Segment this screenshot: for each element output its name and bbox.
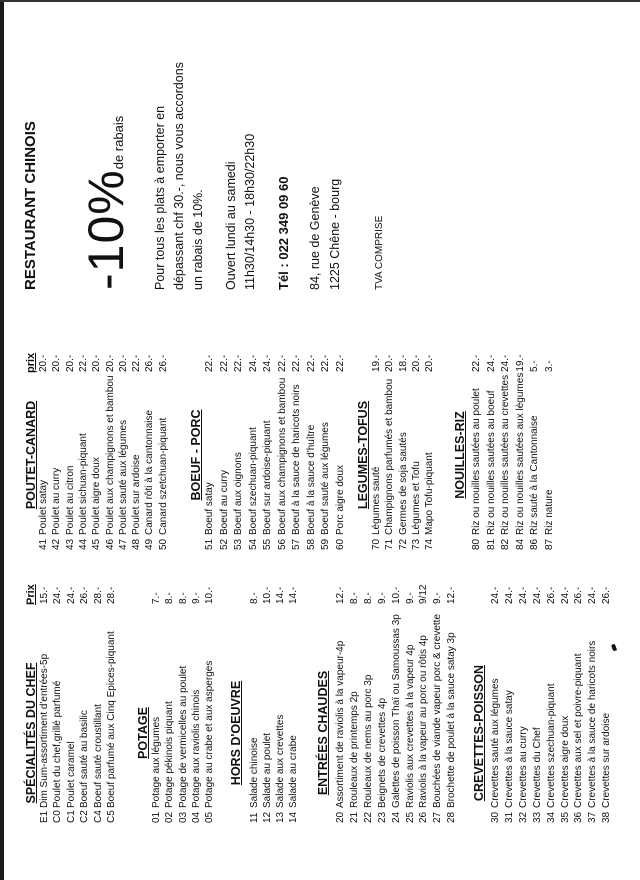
item-number: 42 <box>51 538 63 550</box>
menu-item <box>377 592 389 823</box>
item-name: Beignets de crevettes 4p <box>376 697 388 808</box>
item-number: 25 <box>404 811 416 823</box>
item-number: 37 <box>587 811 599 823</box>
item-number: 47 <box>117 538 129 550</box>
item-number: 53 <box>233 538 244 550</box>
item-name: Boeuf au curry <box>218 469 230 535</box>
menu-item <box>546 587 558 823</box>
vat-note: TVA COMPRISE <box>374 215 385 290</box>
menu-item <box>411 355 423 550</box>
menu-item <box>233 355 245 550</box>
item-number: C2 <box>79 810 91 823</box>
item-name: Bouchées de viande vapeur porc & crevette <box>432 613 444 808</box>
section-heading: CREVETTES-POISSON <box>472 664 486 802</box>
item-name: Poulet caramel <box>65 741 77 808</box>
item-number: 26 <box>418 811 430 823</box>
item-number: 86 <box>529 538 541 550</box>
item-price: 22.- <box>204 354 215 372</box>
item-price: 26.- <box>144 354 156 372</box>
menu-item <box>544 360 556 550</box>
menu-item <box>93 587 105 823</box>
item-number: 21 <box>348 811 360 823</box>
item-price: 20.- <box>117 354 129 372</box>
item-number: 74 <box>424 538 436 550</box>
item-price: 24.- <box>587 586 599 604</box>
menu-item <box>335 587 347 823</box>
item-name: Boeuf sauté croustillant <box>92 704 104 808</box>
item-price: 20.- <box>384 354 396 372</box>
item-name: Crevettes szechuan-piquant <box>545 683 557 808</box>
item-name: Champignons parfumés et bambou <box>384 378 396 535</box>
restaurant-title: RESTAURANT CHINOIS <box>22 121 39 290</box>
discount-suffix: de rabais <box>111 115 126 170</box>
menu-item <box>219 355 231 550</box>
item-number: 84 <box>514 538 526 550</box>
item-number: 24 <box>390 811 402 823</box>
item-price: 22.- <box>334 354 346 372</box>
item-name: Potage pékinois piquant <box>164 701 176 808</box>
item-number: 04 <box>190 811 202 823</box>
item-name: Crevettes du Chef <box>531 727 543 808</box>
address-line: 1225 Chêne - bourg <box>328 178 342 290</box>
item-name: Potage au crabe et aux asperges <box>204 660 216 808</box>
item-name: Dim Sum-assortiment d'entrées-5p <box>39 653 50 808</box>
item-name: Boeuf aux oignons <box>233 452 244 535</box>
item-price: 15.- <box>39 586 50 604</box>
menu-item <box>131 355 143 550</box>
promo-line: Pour tous les plats à emporter en <box>153 105 167 290</box>
item-name: Crevettes sur ardoise <box>601 712 613 808</box>
menu-item <box>384 355 396 550</box>
menu-item <box>490 587 502 823</box>
item-name: Poulet aigre doux <box>91 457 103 535</box>
item-name: Riz nature <box>544 489 555 535</box>
item-number: 12 <box>262 811 273 823</box>
promo-line: dépassant chf 30.-, nous vous accordons <box>172 62 186 290</box>
item-number: 81 <box>485 538 497 550</box>
item-price: 20.- <box>410 354 422 372</box>
item-price: 8.- <box>348 592 360 604</box>
section-heading: BOEUF - PORC <box>189 409 203 501</box>
address-line: 84, rue de Genève <box>308 186 322 290</box>
item-price: 24.- <box>52 586 64 604</box>
menu-item <box>518 587 530 823</box>
item-name: Légumes sauté <box>371 466 382 535</box>
item-number: 11 <box>249 812 260 823</box>
menu-item <box>306 355 318 550</box>
item-price: 22.- <box>291 354 302 372</box>
menu-item <box>391 587 403 823</box>
item-name: Crevettes aigre doux <box>559 715 571 808</box>
menu-item <box>262 587 274 823</box>
discount-banner <box>78 116 147 290</box>
item-price: 22.- <box>320 354 331 372</box>
item-number: 50 <box>157 538 169 550</box>
menu-item <box>601 587 613 823</box>
item-name: Boeuf à la sauce d'huître <box>305 424 317 535</box>
item-name: Crevettes au curry <box>517 726 529 808</box>
menu-item <box>66 587 78 823</box>
item-number: 59 <box>320 538 331 550</box>
item-price: 19.- <box>371 354 382 372</box>
item-name: Riz ou nouilles sautées aux lègumes <box>514 372 526 535</box>
menu-item <box>277 355 289 550</box>
item-number: 35 <box>559 811 571 823</box>
item-price: 20.- <box>64 354 76 372</box>
item-name: Salade aux crevettes <box>275 714 286 808</box>
item-price: 9.- <box>190 592 202 604</box>
menu-item <box>91 355 103 550</box>
item-number: 36 <box>573 811 585 823</box>
item-number: 71 <box>384 538 396 550</box>
item-name: Crevettes sauté aux légumes <box>490 678 501 808</box>
section-heading: POTAGE <box>136 707 150 759</box>
item-name: Boeuf szechuan-piquant <box>247 427 259 535</box>
item-name: Canard rôti à la cantonnaise <box>144 409 156 535</box>
item-number: 30 <box>490 811 501 823</box>
item-number: 31 <box>503 811 515 823</box>
promo-line: un rabais de 10%. <box>191 189 205 290</box>
item-name: Crevettes à la sauce satay <box>503 690 515 808</box>
item-name: Poulet sauté aux légumes <box>117 419 129 535</box>
menu-item <box>424 355 436 550</box>
item-number: E1 <box>39 810 50 823</box>
item-price: 20.- <box>104 354 116 372</box>
item-price: 19.- <box>514 354 526 372</box>
hours-line: Ouvert lundi au samedi <box>224 161 238 290</box>
item-name: Germes de soja sautés <box>397 432 409 535</box>
item-price: 20.- <box>38 354 49 372</box>
item-price: 3.- <box>544 360 555 372</box>
section-heading: NOUILLES-RIZ <box>453 411 467 499</box>
item-number: 52 <box>218 538 230 550</box>
item-number: 22 <box>362 811 374 823</box>
menu-item <box>515 354 527 550</box>
item-name: Riz sauté à la Cantonnaise <box>529 415 541 535</box>
item-number: 14 <box>288 811 299 823</box>
section-heading: HORS D'OEUVRE <box>229 680 243 786</box>
menu-item <box>79 587 91 823</box>
item-name: Poulet sichuan-piquant <box>77 433 89 535</box>
item-price: 22.- <box>471 354 482 372</box>
menu-item <box>432 592 444 823</box>
item-number: 72 <box>397 538 409 550</box>
item-price: 24.- <box>65 586 77 604</box>
menu-item <box>291 355 303 550</box>
item-name: Boeuf aux champignons et bambou <box>276 377 288 535</box>
item-price: 24.- <box>247 354 259 372</box>
item-price: 10.- <box>262 586 273 604</box>
menu-item <box>532 587 544 823</box>
menu-item <box>371 355 383 550</box>
item-name: Potage de vermicelles au poulet <box>177 665 189 808</box>
item-number: C0 <box>52 810 64 823</box>
item-number: C4 <box>92 810 104 823</box>
menu-item <box>471 355 483 550</box>
section-heading: POUTET-CANARD <box>24 400 38 510</box>
item-number: 45 <box>91 538 103 550</box>
item-number: 60 <box>334 538 346 550</box>
item-price: 26.- <box>601 586 613 604</box>
item-price: 26.- <box>545 586 557 604</box>
item-price: 24.- <box>559 586 571 604</box>
menu-item <box>560 587 572 823</box>
item-name: Rouleaux de printemps 2p <box>348 691 360 808</box>
item-name: Salade au poulet <box>262 732 273 808</box>
item-number: 38 <box>601 811 613 823</box>
menu-item <box>178 592 190 823</box>
item-name: Boeuf à la sauce de haricots noirs <box>291 384 302 535</box>
item-price: 22.- <box>233 354 244 372</box>
item-price: 20.- <box>91 354 103 372</box>
menu-item <box>418 585 430 823</box>
item-price: 9/12 <box>418 584 430 604</box>
item-number: 33 <box>531 811 543 823</box>
item-price: 14.- <box>275 586 286 604</box>
item-name: Salade au crabe <box>288 735 299 808</box>
menu-item <box>38 355 50 550</box>
item-price: 9.- <box>404 592 416 604</box>
price-header-col1: Prix <box>25 584 37 605</box>
item-number: 48 <box>131 538 143 550</box>
item-name: Assortiment de raviolis à la vapeur-4p <box>335 640 346 808</box>
item-number: 57 <box>291 538 302 550</box>
discount-percent: -10% <box>78 169 134 290</box>
menu-item <box>398 355 410 550</box>
item-name: Poulet du chef,grillé parfumé <box>52 680 64 808</box>
item-number: 55 <box>262 538 273 550</box>
item-number: 03 <box>177 811 189 823</box>
item-price: 8.- <box>362 592 374 604</box>
item-name: Riz ou nouilles sautées au boeuf <box>485 390 497 535</box>
item-name: Boeuf sur ardoise-piquant <box>262 420 273 535</box>
item-name: Salade chinoise <box>249 737 260 808</box>
item-name: Crevettes aux sel et poivre-piquant <box>573 653 585 808</box>
item-price: 18.- <box>397 354 409 372</box>
item-number: C5 <box>106 810 117 823</box>
item-price: 24.- <box>517 586 529 604</box>
item-name: Boeuf sauté au basilic <box>79 710 91 808</box>
price-header-col2: prix <box>25 352 37 373</box>
menu-item <box>191 592 203 823</box>
item-price: 10.- <box>204 586 216 604</box>
item-number: 56 <box>276 538 288 550</box>
item-price: 28.- <box>92 586 104 604</box>
item-number: 01 <box>151 811 162 823</box>
item-name: Poulet au citron <box>64 465 76 535</box>
item-price: 24.- <box>490 586 501 604</box>
item-name: Boeuf satay <box>204 482 215 535</box>
item-name: Raviolis à la vapeur au porc ou rôtis 4p <box>418 635 430 808</box>
menu-item <box>504 587 516 823</box>
item-name: Crevettes à la sauce de haricots noirs <box>587 640 599 808</box>
item-name: Boeuf parfumé aux Cinq Epices-piquant <box>106 631 117 808</box>
item-price: 9.- <box>376 592 388 604</box>
item-number: 51 <box>204 538 215 550</box>
item-price: 24.- <box>531 586 543 604</box>
menu-item <box>39 587 51 823</box>
item-price: 20.- <box>51 354 63 372</box>
item-number: 82 <box>500 538 512 550</box>
item-price: 12.- <box>335 586 346 604</box>
item-price: 10.- <box>390 586 402 604</box>
menu-item <box>52 587 64 823</box>
item-number: 80 <box>471 538 482 550</box>
menu-item <box>65 355 77 550</box>
item-price: 22.- <box>305 354 317 372</box>
item-price: 12.- <box>446 586 458 604</box>
item-number: 34 <box>545 811 557 823</box>
item-number: 28 <box>446 811 458 823</box>
item-number: C1 <box>65 810 77 823</box>
menu-item <box>51 355 63 550</box>
menu-item <box>249 592 261 823</box>
item-price: 8.- <box>177 592 189 604</box>
item-name: Rouleaux de nems au porc 3p <box>362 674 374 808</box>
item-name: Potage aux légumes <box>151 716 162 808</box>
menu-item <box>288 587 300 823</box>
item-name: Galettes de poisson Thaï ou Samoussas 3p <box>390 614 402 808</box>
item-number: 41 <box>38 538 49 550</box>
item-price: 26.- <box>573 586 585 604</box>
menu-item <box>587 587 599 823</box>
item-name: Canard szetchuan-piquant <box>157 417 169 535</box>
menu-item <box>105 355 117 550</box>
item-number: 13 <box>275 811 286 823</box>
menu-item <box>486 355 498 550</box>
phone-number: Tél : 022 349 09 60 <box>276 176 291 290</box>
section-heading: ENTRÉES CHAUDES <box>316 670 330 796</box>
item-price: 8.- <box>249 592 260 604</box>
item-number: 54 <box>247 538 259 550</box>
menu-item <box>573 587 585 823</box>
menu-item <box>78 355 90 550</box>
menu-item <box>248 355 260 550</box>
hours-line: 11h30/14h30 - 18h30/22h30 <box>243 133 257 290</box>
menu-item <box>106 587 118 823</box>
item-number: 87 <box>544 538 555 550</box>
item-number: 20 <box>335 811 346 823</box>
menu-item <box>118 355 130 550</box>
item-price: 26.- <box>157 354 169 372</box>
item-price: 7.- <box>151 592 162 604</box>
item-name: Mapo Tofu-piquant <box>424 452 436 535</box>
item-number: 02 <box>164 811 176 823</box>
item-number: 32 <box>517 811 529 823</box>
section-heading: SPÉCIALITÉS DU CHEF <box>24 662 38 804</box>
item-number: 44 <box>77 538 89 550</box>
item-price: 8.- <box>164 592 176 604</box>
menu-item <box>363 592 375 823</box>
item-name: Riz ou nouilles sautées au crevettes <box>500 374 512 535</box>
menu-item <box>262 355 274 550</box>
item-price: 22.- <box>131 354 143 372</box>
item-number: 49 <box>144 538 156 550</box>
item-price: 24.- <box>500 354 512 372</box>
item-price: 22.- <box>77 354 89 372</box>
item-name: Boeuf sauté aux légumes <box>320 422 331 535</box>
item-name: Poulet sur ardoise <box>131 454 143 535</box>
item-number: 05 <box>204 811 216 823</box>
item-name: Riz ou nouilles sautées au poulet <box>471 388 482 535</box>
item-price: 22.- <box>276 354 288 372</box>
menu-item <box>500 355 512 550</box>
item-price: 9.- <box>432 592 444 604</box>
menu-item <box>151 592 163 823</box>
item-name: Brochette de poulet à la sauce satay 3p <box>446 632 458 808</box>
menu-item <box>349 592 361 823</box>
menu-item <box>446 587 458 823</box>
item-name: Poulet au curry <box>51 467 63 535</box>
item-name: Raviolis aux crevettes à la vapeur 4p <box>404 644 416 808</box>
item-name: Poulet satay <box>38 479 49 535</box>
item-name: Potage aux raviolis chinois <box>190 689 202 808</box>
item-price: 24.- <box>503 586 515 604</box>
item-price: 24.- <box>485 354 497 372</box>
item-number: 70 <box>371 538 382 550</box>
item-price: 14.- <box>288 586 299 604</box>
item-name: Porc aigre doux <box>334 464 346 535</box>
menu-item <box>320 355 332 550</box>
item-number: 23 <box>376 811 388 823</box>
menu-item <box>204 587 216 823</box>
menu-item <box>529 360 541 550</box>
item-number: 73 <box>410 538 422 550</box>
item-number: 27 <box>432 811 444 823</box>
item-price: 28.- <box>106 586 117 604</box>
menu-item <box>275 587 287 823</box>
item-name: Poulet aux champignons et bambou <box>104 375 116 535</box>
menu-item <box>164 592 176 823</box>
item-number: 58 <box>305 538 317 550</box>
item-price: 24.- <box>262 354 273 372</box>
section-heading: LEGUMES-TOFUS <box>356 400 370 510</box>
menu-item <box>144 355 156 550</box>
menu-item <box>335 355 347 550</box>
item-price: 20.- <box>424 354 436 372</box>
item-price: 22.- <box>218 354 230 372</box>
item-name: Légumes et Tofu <box>410 461 422 535</box>
menu-item <box>158 355 170 550</box>
item-number: 43 <box>64 538 76 550</box>
item-price: 26.- <box>79 586 91 604</box>
restaurant-info <box>0 0 640 290</box>
item-number: 46 <box>104 538 116 550</box>
item-price: 5.- <box>529 360 541 372</box>
menu-item <box>204 355 216 550</box>
menu-item <box>405 592 417 823</box>
